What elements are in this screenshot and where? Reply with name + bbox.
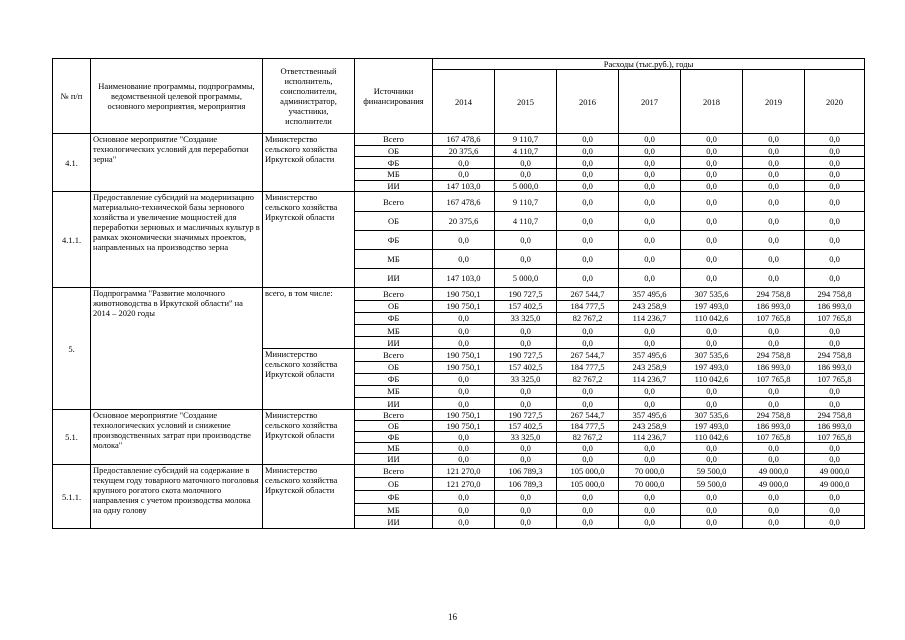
expense-value: 5 000,0 bbox=[495, 269, 557, 288]
expense-value: 307 535,6 bbox=[681, 288, 743, 300]
expense-value: 0,0 bbox=[681, 503, 743, 516]
funding-source: ФБ bbox=[355, 373, 433, 385]
expense-value: 0,0 bbox=[495, 398, 557, 410]
expense-value: 0,0 bbox=[743, 324, 805, 336]
expense-value: 0,0 bbox=[433, 230, 495, 249]
funding-source: ИИ bbox=[355, 398, 433, 410]
expense-value: 0,0 bbox=[805, 230, 865, 249]
expense-value: 0,0 bbox=[743, 516, 805, 529]
expense-value: 294 758,8 bbox=[743, 288, 805, 300]
table-body bbox=[53, 134, 865, 529]
expense-value: 190 727,5 bbox=[495, 288, 557, 300]
expense-value: 0,0 bbox=[557, 180, 619, 192]
expense-value: 0,0 bbox=[681, 157, 743, 169]
expense-value: 0,0 bbox=[743, 269, 805, 288]
expense-value: 0,0 bbox=[743, 443, 805, 454]
funding-source: МБ bbox=[355, 250, 433, 269]
expense-value: 0,0 bbox=[433, 516, 495, 529]
funding-source: МБ bbox=[355, 503, 433, 516]
expense-value: 0,0 bbox=[619, 145, 681, 157]
expense-value: 107 765,8 bbox=[805, 373, 865, 385]
expense-value: 0,0 bbox=[805, 398, 865, 410]
expense-value: 267 544,7 bbox=[557, 349, 619, 361]
expense-value: 0,0 bbox=[557, 454, 619, 465]
expense-value: 0,0 bbox=[743, 385, 805, 397]
expense-value: 0,0 bbox=[557, 250, 619, 269]
expense-value: 294 758,8 bbox=[805, 288, 865, 300]
expense-value: 0,0 bbox=[805, 503, 865, 516]
expense-value: 0,0 bbox=[619, 490, 681, 503]
expense-value: 0,0 bbox=[805, 134, 865, 146]
expense-value: 157 402,5 bbox=[495, 361, 557, 373]
funding-source: ИИ bbox=[355, 516, 433, 529]
expense-value: 0,0 bbox=[743, 157, 805, 169]
expense-value: 0,0 bbox=[681, 180, 743, 192]
expense-value: 0,0 bbox=[681, 385, 743, 397]
expense-value: 0,0 bbox=[495, 157, 557, 169]
expense-value: 0,0 bbox=[433, 169, 495, 181]
expense-value: 0,0 bbox=[805, 490, 865, 503]
funding-source: ОБ bbox=[355, 361, 433, 373]
funding-source: Всего bbox=[355, 192, 433, 211]
expense-value: 114 236,7 bbox=[619, 312, 681, 324]
expense-value: 0,0 bbox=[681, 250, 743, 269]
expense-value: 0,0 bbox=[557, 169, 619, 181]
expense-value: 106 789,3 bbox=[495, 478, 557, 491]
expense-value: 0,0 bbox=[805, 324, 865, 336]
expense-value: 0,0 bbox=[557, 157, 619, 169]
expense-value: 0,0 bbox=[433, 385, 495, 397]
row-number: 5. bbox=[53, 288, 91, 410]
table-row bbox=[53, 134, 865, 146]
expense-value: 0,0 bbox=[557, 134, 619, 146]
expense-value: 0,0 bbox=[495, 250, 557, 269]
funding-source: ОБ bbox=[355, 145, 433, 157]
expense-value: 0,0 bbox=[681, 169, 743, 181]
expense-value: 0,0 bbox=[557, 337, 619, 349]
expense-value: 0,0 bbox=[433, 157, 495, 169]
expense-value: 147 103,0 bbox=[433, 180, 495, 192]
funding-source: ФБ bbox=[355, 432, 433, 443]
expense-value: 0,0 bbox=[433, 443, 495, 454]
expense-value: 0,0 bbox=[805, 443, 865, 454]
executor: Министерство сельского хозяйства Иркутской области bbox=[263, 410, 355, 465]
expense-value: 0,0 bbox=[805, 145, 865, 157]
expense-value: 59 500,0 bbox=[681, 478, 743, 491]
expense-value: 0,0 bbox=[743, 211, 805, 230]
expense-value: 184 777,5 bbox=[557, 421, 619, 432]
funding-source: ФБ bbox=[355, 312, 433, 324]
expense-value: 0,0 bbox=[681, 324, 743, 336]
expense-value: 0,0 bbox=[743, 192, 805, 211]
expense-value: 114 236,7 bbox=[619, 373, 681, 385]
expense-value: 0,0 bbox=[743, 180, 805, 192]
expense-value: 294 758,8 bbox=[743, 410, 805, 421]
expense-value: 186 993,0 bbox=[805, 421, 865, 432]
expense-value: 0,0 bbox=[619, 180, 681, 192]
expense-value: 267 544,7 bbox=[557, 410, 619, 421]
expense-value: 190 750,1 bbox=[433, 300, 495, 312]
expense-value: 4 110,7 bbox=[495, 145, 557, 157]
expense-value: 0,0 bbox=[681, 134, 743, 146]
funding-source: ИИ bbox=[355, 269, 433, 288]
expense-value: 0,0 bbox=[681, 516, 743, 529]
expense-value: 49 000,0 bbox=[805, 465, 865, 478]
expense-value: 190 750,1 bbox=[433, 288, 495, 300]
expense-value: 0,0 bbox=[805, 454, 865, 465]
program-name: Основное мероприятие "Создание технологических условий для переработки зерна" bbox=[91, 134, 263, 192]
header-source: Источники финансирования bbox=[355, 59, 433, 134]
expense-value: 0,0 bbox=[619, 324, 681, 336]
expense-value: 0,0 bbox=[681, 211, 743, 230]
expense-value: 107 765,8 bbox=[805, 432, 865, 443]
expense-value: 0,0 bbox=[681, 269, 743, 288]
funding-source: ОБ bbox=[355, 300, 433, 312]
expense-value: 107 765,8 bbox=[743, 312, 805, 324]
expense-value: 20 375,6 bbox=[433, 145, 495, 157]
header-expenses: Расходы (тыс.руб.), годы bbox=[433, 59, 865, 70]
expense-value: 0,0 bbox=[681, 490, 743, 503]
expense-value: 307 535,6 bbox=[681, 410, 743, 421]
row-number: 4.1.1. bbox=[53, 192, 91, 288]
expense-value: 0,0 bbox=[743, 145, 805, 157]
expense-value: 70 000,0 bbox=[619, 465, 681, 478]
program-name: Подпрограмма "Развитие молочного животноводства в Иркутской области" на 2014 – 2020 годы bbox=[91, 288, 263, 410]
header-executor: Ответственный исполнитель, соисполнители, администратор, участники, исполнители bbox=[263, 59, 355, 134]
expense-value: 0,0 bbox=[433, 312, 495, 324]
expense-value: 0,0 bbox=[495, 169, 557, 181]
document-page bbox=[52, 58, 864, 529]
expense-value: 294 758,8 bbox=[805, 349, 865, 361]
expense-value: 357 495,6 bbox=[619, 288, 681, 300]
expense-value: 0,0 bbox=[805, 169, 865, 181]
expense-value: 357 495,6 bbox=[619, 349, 681, 361]
expense-value: 0,0 bbox=[433, 373, 495, 385]
expense-value: 0,0 bbox=[619, 269, 681, 288]
header-year: 2017 bbox=[619, 70, 681, 134]
program-name: Предоставление субсидий на содержание в текущем году товарного маточного поголовья крупного рогатого скота молочного направления с учетом производства молока на одну голову bbox=[91, 465, 263, 529]
expense-value: 190 750,1 bbox=[433, 410, 495, 421]
executor: Министерство сельского хозяйства Иркутской области bbox=[263, 134, 355, 192]
expense-value: 184 777,5 bbox=[557, 300, 619, 312]
expense-value: 0,0 bbox=[495, 324, 557, 336]
funding-source: ИИ bbox=[355, 337, 433, 349]
expense-value: 0,0 bbox=[557, 192, 619, 211]
expense-value: 0,0 bbox=[495, 516, 557, 529]
expense-value: 59 500,0 bbox=[681, 465, 743, 478]
expense-value: 0,0 bbox=[619, 503, 681, 516]
expense-value: 110 042,6 bbox=[681, 312, 743, 324]
expense-value: 0,0 bbox=[681, 443, 743, 454]
row-number: 5.1. bbox=[53, 410, 91, 465]
expense-value: 0,0 bbox=[805, 385, 865, 397]
funding-source: ФБ bbox=[355, 157, 433, 169]
expense-value: 0,0 bbox=[619, 157, 681, 169]
expense-value: 243 258,9 bbox=[619, 300, 681, 312]
expense-value: 197 493,0 bbox=[681, 300, 743, 312]
funding-source: ФБ bbox=[355, 490, 433, 503]
expense-value: 0,0 bbox=[805, 180, 865, 192]
expense-value: 0,0 bbox=[557, 145, 619, 157]
funding-source: ИИ bbox=[355, 180, 433, 192]
header-year: 2020 bbox=[805, 70, 865, 134]
table-row bbox=[53, 410, 865, 421]
expense-value: 0,0 bbox=[557, 443, 619, 454]
expense-value: 0,0 bbox=[743, 454, 805, 465]
funding-source: ФБ bbox=[355, 230, 433, 249]
expense-value: 70 000,0 bbox=[619, 478, 681, 491]
expense-value: 0,0 bbox=[433, 432, 495, 443]
expense-value: 147 103,0 bbox=[433, 269, 495, 288]
expense-value: 267 544,7 bbox=[557, 288, 619, 300]
header-year: 2019 bbox=[743, 70, 805, 134]
expense-value: 9 110,7 bbox=[495, 192, 557, 211]
funding-source: ИИ bbox=[355, 454, 433, 465]
row-number: 5.1.1. bbox=[53, 465, 91, 529]
expense-value: 0,0 bbox=[743, 337, 805, 349]
funding-source: Всего bbox=[355, 134, 433, 146]
expense-value: 0,0 bbox=[433, 490, 495, 503]
expense-value: 197 493,0 bbox=[681, 361, 743, 373]
row-number: 4.1. bbox=[53, 134, 91, 192]
header-num: № п/п bbox=[53, 59, 91, 134]
expense-value: 0,0 bbox=[557, 398, 619, 410]
table-row bbox=[53, 192, 865, 211]
expense-value: 106 789,3 bbox=[495, 465, 557, 478]
expense-value: 190 727,5 bbox=[495, 349, 557, 361]
program-name: Предоставление субсидий на модернизацию материально-технической базы зернового хозяйства и увеличение мощностей для переработки зерновых и масличных культур в рамках экономически значимых проектов, направленных на производство зерна bbox=[91, 192, 263, 288]
expense-value: 0,0 bbox=[619, 134, 681, 146]
expense-value: 0,0 bbox=[557, 269, 619, 288]
expense-value: 0,0 bbox=[743, 398, 805, 410]
expense-value: 0,0 bbox=[681, 398, 743, 410]
expense-value: 0,0 bbox=[495, 454, 557, 465]
expense-value: 0,0 bbox=[743, 490, 805, 503]
funding-source: МБ bbox=[355, 169, 433, 181]
expense-value: 0,0 bbox=[619, 230, 681, 249]
expense-value: 157 402,5 bbox=[495, 421, 557, 432]
expense-value: 294 758,8 bbox=[743, 349, 805, 361]
expense-value: 0,0 bbox=[743, 134, 805, 146]
expense-value: 49 000,0 bbox=[743, 478, 805, 491]
funding-source: ОБ bbox=[355, 478, 433, 491]
expense-value: 0,0 bbox=[557, 324, 619, 336]
funding-source: ОБ bbox=[355, 211, 433, 230]
expense-value: 0,0 bbox=[495, 503, 557, 516]
expense-value: 0,0 bbox=[681, 230, 743, 249]
expense-value: 294 758,8 bbox=[805, 410, 865, 421]
expense-value: 49 000,0 bbox=[805, 478, 865, 491]
header-year: 2014 bbox=[433, 70, 495, 134]
expense-value: 157 402,5 bbox=[495, 300, 557, 312]
expense-value: 114 236,7 bbox=[619, 432, 681, 443]
expense-value: 167 478,6 bbox=[433, 134, 495, 146]
expense-value: 0,0 bbox=[495, 490, 557, 503]
expense-value: 4 110,7 bbox=[495, 211, 557, 230]
expense-value: 0,0 bbox=[619, 454, 681, 465]
expense-value: 0,0 bbox=[619, 398, 681, 410]
expense-value: 186 993,0 bbox=[743, 421, 805, 432]
funding-source: МБ bbox=[355, 324, 433, 336]
expense-value: 9 110,7 bbox=[495, 134, 557, 146]
expense-value: 105 000,0 bbox=[557, 478, 619, 491]
expense-value: 0,0 bbox=[805, 250, 865, 269]
expense-value: 0,0 bbox=[495, 230, 557, 249]
executor: Министерство сельского хозяйства Иркутской области bbox=[263, 349, 355, 410]
expense-value: 0,0 bbox=[681, 145, 743, 157]
expense-value: 33 325,0 bbox=[495, 373, 557, 385]
expense-value: 121 270,0 bbox=[433, 478, 495, 491]
header-name: Наименование программы, подпрограммы, ведомственной целевой программы, основного мероприятия, мероприятия bbox=[91, 59, 263, 134]
expense-value: 307 535,6 bbox=[681, 349, 743, 361]
expense-value: 0,0 bbox=[557, 503, 619, 516]
expense-value: 0,0 bbox=[495, 443, 557, 454]
funding-source: Всего bbox=[355, 288, 433, 300]
expense-value: 0,0 bbox=[557, 516, 619, 529]
expense-value: 105 000,0 bbox=[557, 465, 619, 478]
funding-source: ОБ bbox=[355, 421, 433, 432]
expense-value: 0,0 bbox=[619, 250, 681, 269]
expense-value: 110 042,6 bbox=[681, 373, 743, 385]
expense-value: 190 727,5 bbox=[495, 410, 557, 421]
expense-value: 186 993,0 bbox=[743, 300, 805, 312]
table-row bbox=[53, 465, 865, 478]
expense-value: 0,0 bbox=[681, 337, 743, 349]
expense-value: 0,0 bbox=[743, 169, 805, 181]
expense-value: 0,0 bbox=[619, 169, 681, 181]
expense-value: 121 270,0 bbox=[433, 465, 495, 478]
expense-value: 190 750,1 bbox=[433, 349, 495, 361]
expense-value: 0,0 bbox=[805, 337, 865, 349]
expense-value: 0,0 bbox=[805, 211, 865, 230]
expense-value: 0,0 bbox=[495, 385, 557, 397]
executor: Министерство сельского хозяйства Иркутской области bbox=[263, 192, 355, 288]
expense-value: 190 750,1 bbox=[433, 361, 495, 373]
funding-source: МБ bbox=[355, 443, 433, 454]
expense-value: 0,0 bbox=[619, 385, 681, 397]
expense-value: 0,0 bbox=[743, 250, 805, 269]
program-name: Основное мероприятие "Создание технологических условий и снижение производственных затрат при производстве молока" bbox=[91, 410, 263, 465]
expense-value: 110 042,6 bbox=[681, 432, 743, 443]
expense-value: 0,0 bbox=[619, 516, 681, 529]
expense-value: 107 765,8 bbox=[743, 373, 805, 385]
funding-source: Всего bbox=[355, 349, 433, 361]
expense-value: 33 325,0 bbox=[495, 312, 557, 324]
expense-value: 5 000,0 bbox=[495, 180, 557, 192]
budget-table bbox=[52, 58, 865, 529]
expense-value: 0,0 bbox=[433, 250, 495, 269]
expense-value: 0,0 bbox=[433, 454, 495, 465]
table-row bbox=[53, 288, 865, 300]
expense-value: 0,0 bbox=[805, 269, 865, 288]
page-number: 16 bbox=[448, 612, 457, 622]
funding-source: Всего bbox=[355, 465, 433, 478]
expense-value: 190 750,1 bbox=[433, 421, 495, 432]
header-year: 2016 bbox=[557, 70, 619, 134]
expense-value: 357 495,6 bbox=[619, 410, 681, 421]
expense-value: 197 493,0 bbox=[681, 421, 743, 432]
header-year: 2015 bbox=[495, 70, 557, 134]
expense-value: 0,0 bbox=[619, 192, 681, 211]
expense-value: 0,0 bbox=[557, 230, 619, 249]
expense-value: 186 993,0 bbox=[805, 361, 865, 373]
expense-value: 0,0 bbox=[619, 337, 681, 349]
expense-value: 82 767,2 bbox=[557, 432, 619, 443]
expense-value: 0,0 bbox=[557, 490, 619, 503]
expense-value: 20 375,6 bbox=[433, 211, 495, 230]
header-year: 2018 bbox=[681, 70, 743, 134]
expense-value: 0,0 bbox=[433, 324, 495, 336]
expense-value: 0,0 bbox=[805, 192, 865, 211]
expense-value: 49 000,0 bbox=[743, 465, 805, 478]
expense-value: 0,0 bbox=[433, 337, 495, 349]
expense-value: 107 765,8 bbox=[743, 432, 805, 443]
expense-value: 0,0 bbox=[433, 398, 495, 410]
expense-value: 0,0 bbox=[619, 443, 681, 454]
expense-value: 0,0 bbox=[681, 192, 743, 211]
expense-value: 0,0 bbox=[743, 503, 805, 516]
expense-value: 243 258,9 bbox=[619, 421, 681, 432]
expense-value: 0,0 bbox=[805, 516, 865, 529]
executor: всего, в том числе: bbox=[263, 288, 355, 349]
expense-value: 186 993,0 bbox=[743, 361, 805, 373]
expense-value: 33 325,0 bbox=[495, 432, 557, 443]
funding-source: Всего bbox=[355, 410, 433, 421]
expense-value: 0,0 bbox=[557, 211, 619, 230]
expense-value: 0,0 bbox=[743, 230, 805, 249]
expense-value: 0,0 bbox=[681, 454, 743, 465]
expense-value: 167 478,6 bbox=[433, 192, 495, 211]
expense-value: 0,0 bbox=[805, 157, 865, 169]
expense-value: 0,0 bbox=[433, 503, 495, 516]
expense-value: 82 767,2 bbox=[557, 312, 619, 324]
expense-value: 0,0 bbox=[495, 337, 557, 349]
expense-value: 0,0 bbox=[619, 211, 681, 230]
expense-value: 184 777,5 bbox=[557, 361, 619, 373]
funding-source: МБ bbox=[355, 385, 433, 397]
expense-value: 82 767,2 bbox=[557, 373, 619, 385]
expense-value: 186 993,0 bbox=[805, 300, 865, 312]
expense-value: 243 258,9 bbox=[619, 361, 681, 373]
executor: Министерство сельского хозяйства Иркутской области bbox=[263, 465, 355, 529]
expense-value: 0,0 bbox=[557, 385, 619, 397]
expense-value: 107 765,8 bbox=[805, 312, 865, 324]
